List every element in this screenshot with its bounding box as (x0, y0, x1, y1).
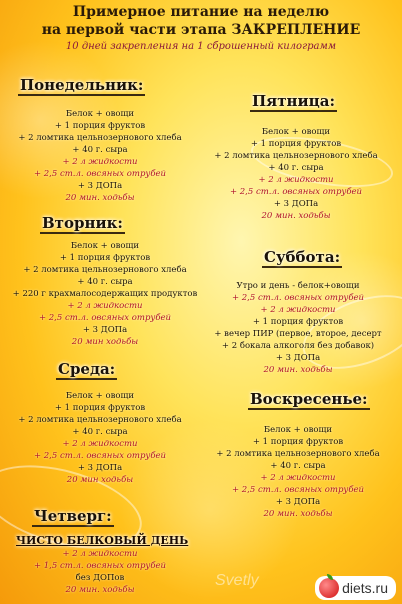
menu-line: + 1 порция фруктов (54, 121, 146, 131)
menu-line: + 2 ломтика цельнозернового хлеба (216, 449, 380, 459)
menu-line: + 3 ДОПа (77, 181, 123, 191)
menu-line: + 2,5 ст.л. овсяных отрубей (231, 485, 365, 495)
menu-line: Белок + овощи (70, 241, 140, 251)
menu-line: + 2,5 ст.л. овсяных отрубей (38, 313, 172, 323)
menu-line: Белок + овощи (261, 127, 331, 137)
menu-line: 20 мин. ходьбы (65, 193, 135, 203)
day-title-tuesday: Вторник: (42, 214, 123, 232)
menu-line: + 40 г. сыра (72, 145, 128, 155)
day-title-saturday: Суббота: (264, 248, 341, 266)
menu-line: + 2 л жидкости (62, 157, 138, 167)
menu-line: + 2 ломтика цельнозернового хлеба (18, 133, 182, 143)
day-title-wednesday: Среда: (58, 360, 116, 378)
menu-line: + 1 порция фруктов (54, 403, 146, 413)
day-block-monday (0, 108, 200, 204)
menu-line: + 3 ДОПа (275, 353, 321, 363)
menu-line: 20 мин ходьбы (66, 475, 134, 485)
menu-line: + 1 порция фруктов (252, 437, 344, 447)
menu-line: + 2 ломтика цельнозернового хлеба (18, 415, 182, 425)
menu-line: + 1 порция фруктов (59, 253, 151, 263)
menu-line: 20 мин. ходьбы (263, 509, 333, 519)
apple-icon (319, 578, 339, 598)
page-note: 10 дней закрепления на 1 сброшенный килограмм (65, 41, 337, 52)
menu-line: + 2 ломтика цельнозернового хлеба (214, 151, 378, 161)
menu-line: + 2 л жидкости (260, 473, 336, 483)
menu-line: + 2 л жидкости (67, 301, 143, 311)
day-block-saturday (196, 280, 400, 376)
menu-line: + 2,5 ст.л. овсяных отрубей (33, 451, 167, 461)
menu-line: + 2 л жидкости (62, 549, 138, 559)
menu-line: + 3 ДОПа (77, 463, 123, 473)
day-block-wednesday (0, 390, 200, 486)
menu-line: + 3 ДОПа (275, 497, 321, 507)
day-block-thursday (0, 548, 200, 596)
day-title-friday: Пятница: (252, 92, 335, 110)
watermark: Svetly (215, 572, 259, 589)
menu-line: без ДОПов (75, 573, 125, 583)
menu-line: 20 мин. ходьбы (65, 585, 135, 595)
menu-line: + 2,5 ст.л. овсяных отрубей (33, 169, 167, 179)
menu-line: + 2 л жидкости (62, 439, 138, 449)
menu-line: 20 мин. ходьбы (263, 365, 333, 375)
menu-line: + 1 порция фруктов (252, 317, 344, 327)
menu-line: + 220 г крахмалосодержащих продуктов (12, 289, 198, 299)
menu-line: 20 мин ходьбы (71, 337, 139, 347)
menu-line: + 2,5 ст.л. овсяных отрубей (229, 187, 363, 197)
day-block-tuesday (0, 240, 210, 348)
day-subtitle-thursday: ЧИСТО БЕЛКОВЫЙ ДЕНЬ (16, 534, 189, 547)
site-logo[interactable] (315, 576, 396, 600)
menu-line: Белок + овощи (65, 391, 135, 401)
menu-line: + 2 ломтика цельнозернового хлеба (23, 265, 187, 275)
menu-line: + 40 г. сыра (268, 163, 324, 173)
menu-line: + 2 бокала алкоголя без добавок) (221, 341, 375, 351)
page-title: Примерное питание на неделю (72, 4, 330, 20)
menu-line: + 3 ДОПа (82, 325, 128, 335)
day-block-sunday (196, 424, 400, 520)
day-block-friday (196, 126, 396, 222)
logo-text: diets.ru (342, 580, 388, 596)
menu-line: + 1,5 ст.л. овсяных отрубей (33, 561, 167, 571)
menu-line: 20 мин. ходьбы (261, 211, 331, 221)
menu-line: + 40 г. сыра (77, 277, 133, 287)
menu-line: Белок + овощи (263, 425, 333, 435)
menu-line: + 40 г. сыра (72, 427, 128, 437)
menu-line: + 2,5 ст.л. овсяных отрубей (231, 293, 365, 303)
page-subtitle: на первой части этапа ЗАКРЕПЛЕНИЕ (41, 22, 361, 38)
menu-line: + 3 ДОПа (273, 199, 319, 209)
menu-line: Белок + овощи (65, 109, 135, 119)
menu-line: + вечер ПИР (первое, второе, десерт (214, 329, 382, 339)
menu-line: + 1 порция фруктов (250, 139, 342, 149)
menu-line: + 2 л жидкости (258, 175, 334, 185)
menu-line: + 40 г. сыра (270, 461, 326, 471)
day-title-thursday: Четверг: (34, 507, 112, 525)
day-title-sunday: Воскресенье: (250, 390, 368, 408)
menu-line: + 2 л жидкости (260, 305, 336, 315)
day-title-monday: Понедельник: (20, 76, 144, 94)
menu-line: Утро и день - белок+овощи (236, 281, 360, 291)
